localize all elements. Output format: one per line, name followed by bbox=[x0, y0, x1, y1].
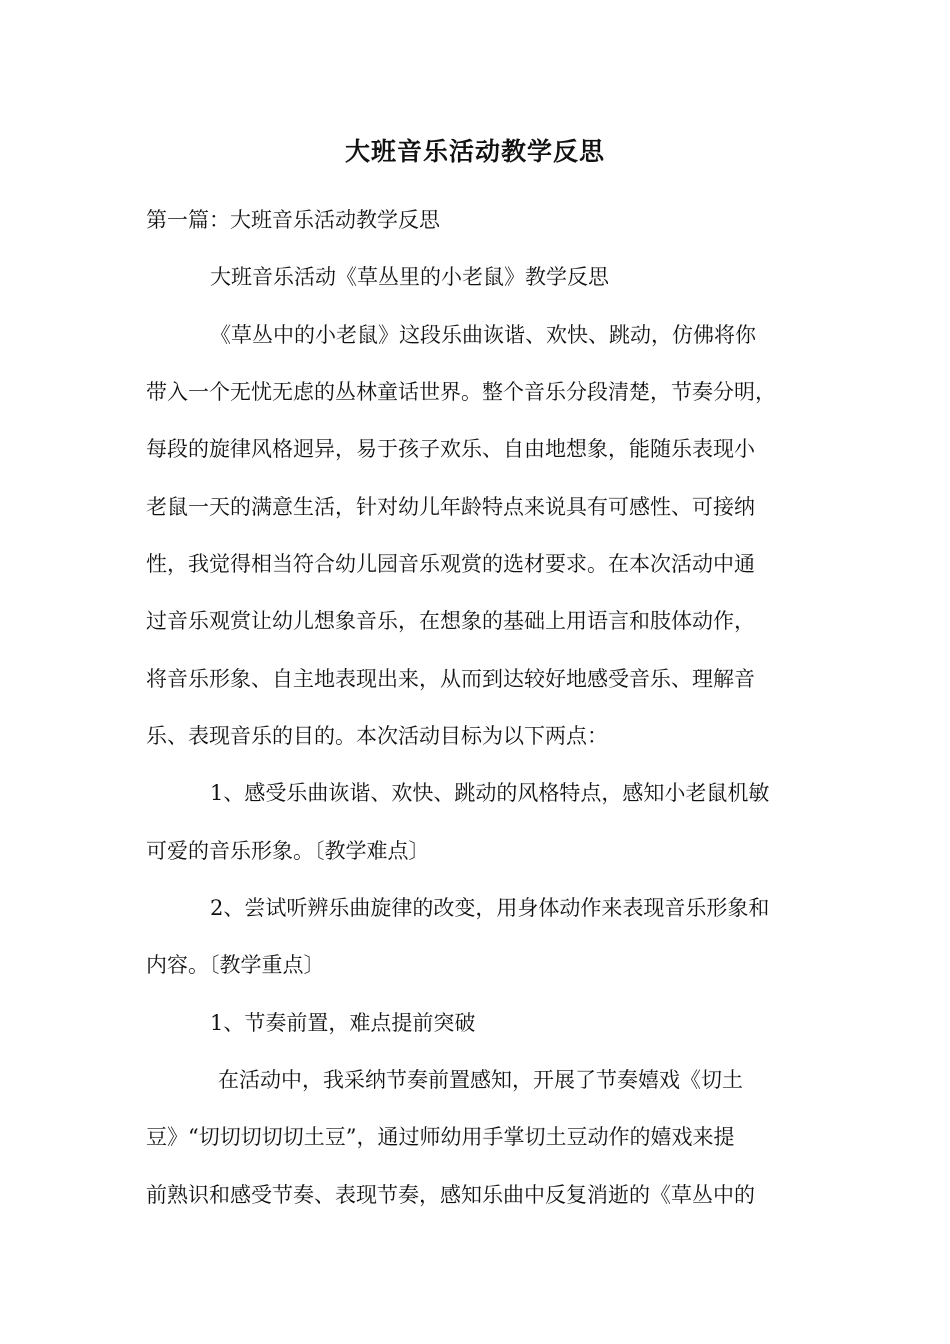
paragraph-line: 带入一个无忧无虑的丛林童话世界。整个音乐分段清楚，节奏分明， bbox=[146, 380, 776, 404]
paragraph-line: 老鼠一天的满意生活，针对幼儿年龄特点来说具有可感性、可接纳 bbox=[146, 495, 755, 519]
paragraph-line: 将音乐形象、自主地表现出来，从而到达较好地感受音乐、理解音 bbox=[146, 667, 755, 691]
paragraph-line: 每段的旋律风格迥异，易于孩子欢乐、自由地想象，能随乐表现小 bbox=[146, 437, 755, 461]
paragraph-line: 前熟识和感受节奏、表现节奏，感知乐曲中反复消逝的《草丛中的 bbox=[146, 1183, 755, 1207]
paragraph-line: 豆》“切切切切切土豆”，通过师幼用手掌切土豆动作的嬉戏来提 bbox=[146, 1125, 735, 1149]
document-title: 大班音乐活动教学反思 bbox=[344, 137, 605, 166]
paragraph-line: 《草丛中的小老鼠》这段乐曲诙谐、欢快、跳动，仿佛将你 bbox=[210, 323, 756, 347]
point-heading-1: 1、节奏前置，难点提前突破 bbox=[210, 1011, 476, 1035]
subsection-heading: 大班音乐活动《草丛里的小老鼠》教学反思 bbox=[210, 265, 609, 289]
goal-item-1: 1、感受乐曲诙谐、欢快、跳动的风格特点，感知小老鼠机敏 bbox=[210, 781, 770, 805]
paragraph-line: 过音乐观赏让幼儿想象音乐，在想象的基础上用语言和肢体动作， bbox=[146, 609, 755, 633]
paragraph-line: 内容。〔教学重点〕 bbox=[146, 953, 325, 977]
paragraph-line: 性，我觉得相当符合幼儿园音乐观赏的选材要求。在本次活动中通 bbox=[146, 552, 755, 576]
paragraph-line: 乐、表现音乐的目的。本次活动目标为以下两点： bbox=[146, 724, 608, 748]
paragraph-line: 可爱的音乐形象。〔教学难点〕 bbox=[146, 839, 430, 863]
goal-item-2: 2、尝试听辨乐曲旋律的改变，用身体动作来表现音乐形象和 bbox=[210, 896, 770, 920]
paragraph-line: 在活动中，我采纳节奏前置感知，开展了节奏嬉戏《切土 bbox=[218, 1068, 743, 1092]
section-heading: 第一篇：大班音乐活动教学反思 bbox=[146, 208, 440, 232]
